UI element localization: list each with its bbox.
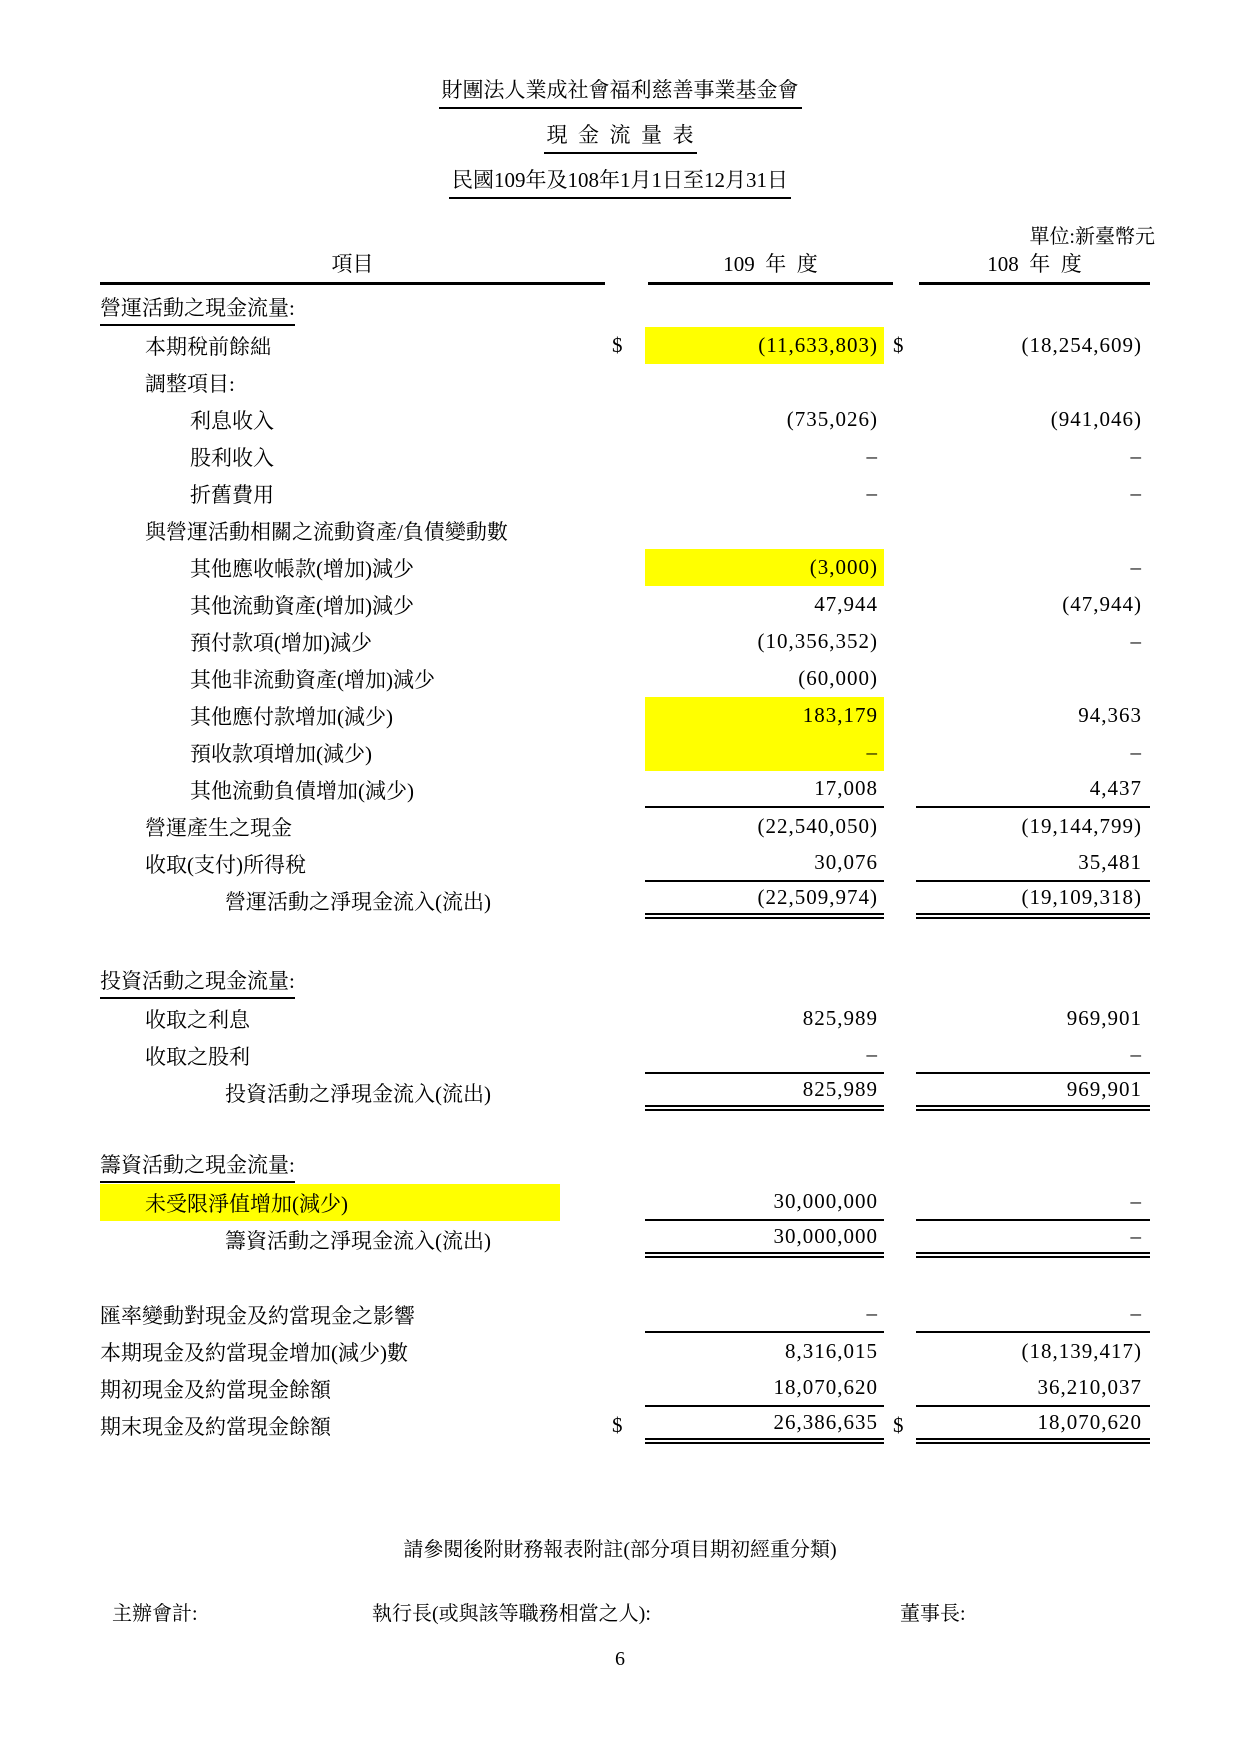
amount-108: 35,481 [916, 845, 1150, 882]
amount-108: 94,363 [1078, 703, 1142, 727]
section-header-row [0, 963, 1240, 1000]
row-label: 其他應收帳款(增加)減少 [190, 556, 414, 581]
amount-109: – [866, 481, 878, 505]
dollar-sign-109: $ [612, 1413, 623, 1437]
amount-108: 969,901 [916, 1074, 1150, 1111]
amount-108: (19,109,318) [916, 882, 1150, 919]
statement-row [0, 327, 1240, 364]
statement-row [0, 697, 1240, 734]
signature-line [0, 1597, 1240, 1627]
statement-row [0, 1296, 1240, 1333]
row-label-cell [145, 1000, 250, 1037]
statement-row [0, 808, 1240, 845]
amount-108: – [916, 1037, 1150, 1074]
row-label: 其他非流動資產(增加)減少 [190, 667, 435, 692]
row-label-cell [100, 1147, 295, 1184]
dollar-sign-109: $ [612, 333, 623, 357]
page-number: 6 [615, 1648, 625, 1670]
section-header-row [0, 1147, 1240, 1184]
title-block [0, 74, 1240, 209]
row-label-cell [100, 963, 295, 1000]
row-label-cell [190, 771, 414, 808]
amount-109: 17,008 [645, 771, 884, 808]
amount-108: 4,437 [916, 771, 1150, 808]
dollar-sign-108: $ [893, 333, 904, 357]
amount-109: 30,000,000 [645, 1221, 884, 1258]
row-label: 投資活動之淨現金流入(流出) [225, 1081, 491, 1106]
amount-108: – [1130, 555, 1142, 579]
table-header-row [0, 248, 1240, 285]
row-label: 與營運活動相關之流動資產/負債變動數 [145, 519, 508, 544]
row-label-cell [100, 1296, 415, 1333]
amount-109: (10,356,352) [757, 629, 878, 653]
statement-row [0, 1184, 1240, 1221]
amount-109: (22,540,050) [757, 814, 878, 838]
row-label-cell [190, 734, 372, 771]
section-header-row [0, 290, 1240, 327]
amount-109: 825,989 [802, 1006, 878, 1030]
statement-row [0, 1333, 1240, 1370]
amount-108: (47,944) [1062, 592, 1142, 616]
row-label-cell [190, 549, 414, 586]
row-label: 折舊費用 [190, 482, 274, 507]
row-label: 期初現金及約當現金餘額 [100, 1377, 331, 1402]
amount-109: 18,070,620 [645, 1370, 884, 1407]
row-label-cell [100, 1184, 560, 1221]
row-label: 本期現金及約當現金增加(減少)數 [100, 1340, 408, 1365]
row-label: 籌資活動之淨現金流入(流出) [225, 1228, 491, 1253]
section-gap [0, 1111, 1240, 1147]
row-label: 匯率變動對現金及約當現金之影響 [100, 1303, 415, 1328]
amount-109: – [645, 734, 884, 771]
statement-row [0, 1407, 1240, 1444]
amount-109: (11,633,803) [645, 327, 884, 364]
row-label: 收取(支付)所得稅 [145, 852, 306, 877]
amount-108: (941,046) [1050, 407, 1142, 431]
amount-109: (60,000) [798, 666, 878, 690]
statement-row [0, 660, 1240, 697]
row-label-cell [225, 882, 491, 919]
footnote: 請參閱後附財務報表附註(部分項目期初經重分類) [403, 1539, 837, 1561]
currency-unit-note: 單位:新臺幣元 [1029, 226, 1155, 248]
amount-109: 183,179 [645, 697, 884, 734]
report-title: 現 金 流 量 表 [544, 119, 697, 154]
statement-row [0, 845, 1240, 882]
row-label-cell [190, 438, 274, 475]
row-label: 其他流動資產(增加)減少 [190, 593, 414, 618]
statement-row [0, 364, 1240, 401]
row-label-cell [190, 475, 274, 512]
report-period: 民國109年及108年1月1日至12月31日 [449, 164, 791, 199]
statement-row [0, 475, 1240, 512]
row-label-cell [145, 845, 306, 882]
amount-108: – [1130, 629, 1142, 653]
report-title-line [0, 119, 1240, 145]
row-label-cell [145, 512, 508, 549]
statement-row [0, 1370, 1240, 1407]
row-label-cell [190, 586, 414, 623]
row-label: 收取之利息 [145, 1007, 250, 1032]
row-label: 營運活動之現金流量: [100, 292, 295, 326]
statement-row [0, 1000, 1240, 1037]
row-label: 收取之股利 [145, 1044, 250, 1069]
signature-chairman: 董事長: [900, 1603, 966, 1625]
row-label: 其他流動負債增加(減少) [190, 778, 414, 803]
row-label-cell [225, 1074, 491, 1111]
column-header-year-108: 108 年 度 [919, 248, 1150, 285]
amount-108: – [1130, 481, 1142, 505]
dollar-sign-108: $ [893, 1413, 904, 1437]
amount-109: 26,386,635 [645, 1407, 884, 1444]
amount-108: (18,254,609) [1021, 333, 1142, 357]
amount-109: 8,316,015 [785, 1339, 878, 1363]
row-label: 未受限淨值增加(減少) [145, 1191, 348, 1216]
row-label-cell [145, 808, 292, 845]
amount-109: (22,509,974) [645, 882, 884, 919]
amount-108: (18,139,417) [1021, 1339, 1142, 1363]
row-label-cell [100, 1407, 331, 1444]
statement-rows [0, 290, 1240, 1444]
amount-109: 30,000,000 [645, 1184, 884, 1221]
amount-109: – [645, 1037, 884, 1074]
statement-row [0, 401, 1240, 438]
row-label: 營運產生之現金 [145, 815, 292, 840]
column-header-item: 項目 [100, 248, 605, 285]
row-label: 調整項目: [145, 371, 235, 396]
amount-108: – [916, 1184, 1150, 1221]
row-label-cell [145, 1037, 250, 1074]
row-label: 期末現金及約當現金餘額 [100, 1414, 331, 1439]
org-name-line [0, 74, 1240, 100]
org-name: 財團法人業成社會福利慈善事業基金會 [439, 74, 802, 109]
row-label-cell [190, 623, 372, 660]
row-label-cell [190, 697, 393, 734]
section-gap [0, 1258, 1240, 1296]
amount-109: 825,989 [645, 1074, 884, 1111]
amount-108: 969,901 [1066, 1006, 1142, 1030]
statement-row [0, 1074, 1240, 1111]
statement-row [0, 549, 1240, 586]
signature-ceo: 執行長(或與該等職務相當之人): [372, 1603, 651, 1625]
row-label: 股利收入 [190, 445, 274, 470]
amount-108: (19,144,799) [1021, 814, 1142, 838]
statement-row [0, 1037, 1240, 1074]
amount-109: – [645, 1296, 884, 1333]
amount-109: – [866, 444, 878, 468]
row-label: 利息收入 [190, 408, 274, 433]
amount-109: 30,076 [645, 845, 884, 882]
statement-row [0, 512, 1240, 549]
amount-108: – [916, 1296, 1150, 1333]
row-label: 籌資活動之現金流量: [100, 1149, 295, 1183]
statement-row [0, 438, 1240, 475]
statement-row [0, 882, 1240, 919]
statement-row [0, 771, 1240, 808]
statement-row [0, 586, 1240, 623]
amount-108: 18,070,620 [916, 1407, 1150, 1444]
amount-109: (735,026) [786, 407, 878, 431]
signature-accountant: 主辦會計: [112, 1603, 198, 1625]
row-label-cell [190, 660, 435, 697]
row-label-cell [190, 401, 274, 438]
row-label: 其他應付款增加(減少) [190, 704, 393, 729]
row-label: 營運活動之淨現金流入(流出) [225, 889, 491, 914]
row-label-cell [100, 1370, 331, 1407]
report-period-line [0, 164, 1240, 190]
amount-108: – [1130, 444, 1142, 468]
statement-row [0, 623, 1240, 660]
statement-row [0, 734, 1240, 771]
row-label-cell [145, 327, 271, 364]
row-label-cell [100, 1333, 408, 1370]
row-label: 投資活動之現金流量: [100, 965, 295, 999]
column-header-year-109: 109 年 度 [648, 248, 893, 285]
row-label-cell [100, 290, 295, 327]
statement-row [0, 1221, 1240, 1258]
section-gap [0, 919, 1240, 963]
amount-108: – [916, 1221, 1150, 1258]
amount-109: (3,000) [645, 549, 884, 586]
amount-109: 47,944 [814, 592, 878, 616]
row-label: 預付款項(增加)減少 [190, 630, 372, 655]
row-label: 預收款項增加(減少) [190, 741, 372, 766]
row-label: 本期稅前餘絀 [145, 334, 271, 359]
row-label-cell [145, 364, 235, 401]
amount-108: – [1130, 740, 1142, 764]
amount-108: 36,210,037 [916, 1370, 1150, 1407]
row-label-cell [225, 1221, 491, 1258]
